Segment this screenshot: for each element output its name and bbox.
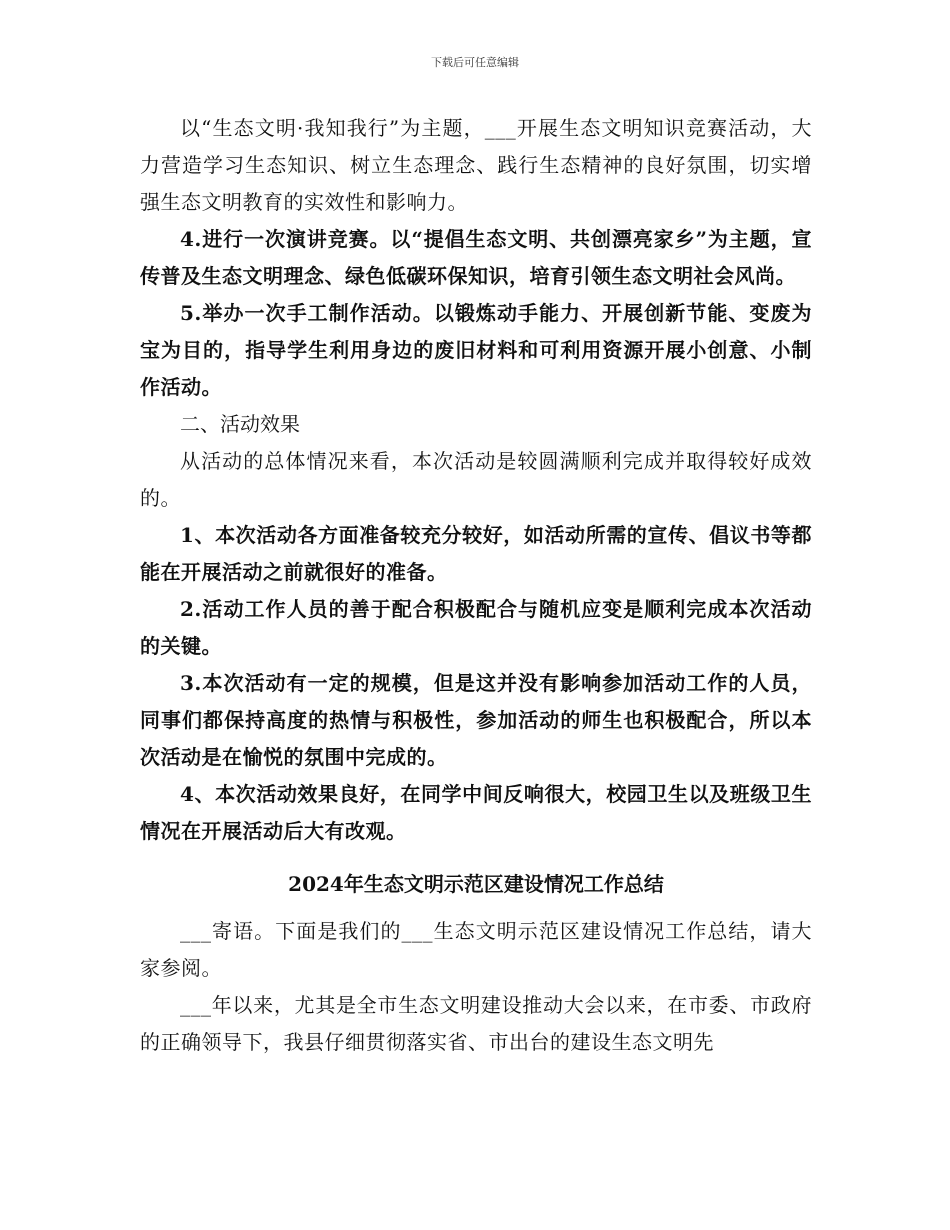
paragraph-result-3: 3.本次活动有一定的规模，但是这并没有影响参加活动工作的人员，同事们都保持高度的热情与积极性，参加活动的师生也积极配合，所以本次活动是在愉悦的氛围中完成的。	[140, 671, 812, 769]
document-title: 2024年生态文明示范区建设情况工作总结	[288, 872, 664, 896]
header-note: 下载后可任意编辑	[431, 56, 519, 69]
paragraph-knowledge-contest: 以“生态文明·我知我行”为主题，___开展生态文明知识竞赛活动，大力营造学习生态知识、树立生态理念、践行生态精神的良好氛围，切实增强生态文明教育的实效性和影响力。	[140, 116, 812, 214]
paragraph-summary-start: ___年以来，尤其是全市生态文明建设推动大会以来，在市委、市政府的正确领导下，我县仔细贯彻落实省、市出台的建设生态文明先	[140, 993, 812, 1054]
paragraph-handcraft-activity: 5.举办一次手工制作活动。以锻炼动手能力、开展创新节能、变废为宝为目的，指导学生利用身边的废旧材料和可利用资源开展小创意、小制作活动。	[140, 301, 812, 399]
section-heading-results: 二、活动效果	[180, 412, 300, 436]
paragraph-result-4: 4、本次活动效果良好，在同学中间反响很大，校园卫生以及班级卫生情况在开展活动后大有改观。	[140, 782, 812, 843]
paragraph-speech-contest: 4.进行一次演讲竞赛。以“提倡生态文明、共创漂亮家乡”为主题，宣传普及生态文明理念、绿色低碳环保知识，培育引领生态文明社会风尚。	[140, 227, 812, 288]
paragraph-result-1: 1、本次活动各方面准备较充分较好，如活动所需的宣传、倡议书等都能在开展活动之前就很好的准备。	[140, 523, 812, 584]
paragraph-overall-results: 从活动的总体情况来看，本次活动是较圆满顺利完成并取得较好成效的。	[140, 449, 812, 510]
document-body	[140, 110, 812, 1061]
paragraph-intro: ___寄语。下面是我们的___生态文明示范区建设情况工作总结，请大家参阅。	[140, 919, 812, 980]
paragraph-result-2: 2.活动工作人员的善于配合积极配合与随机应变是顺利完成本次活动的关键。	[140, 597, 812, 658]
